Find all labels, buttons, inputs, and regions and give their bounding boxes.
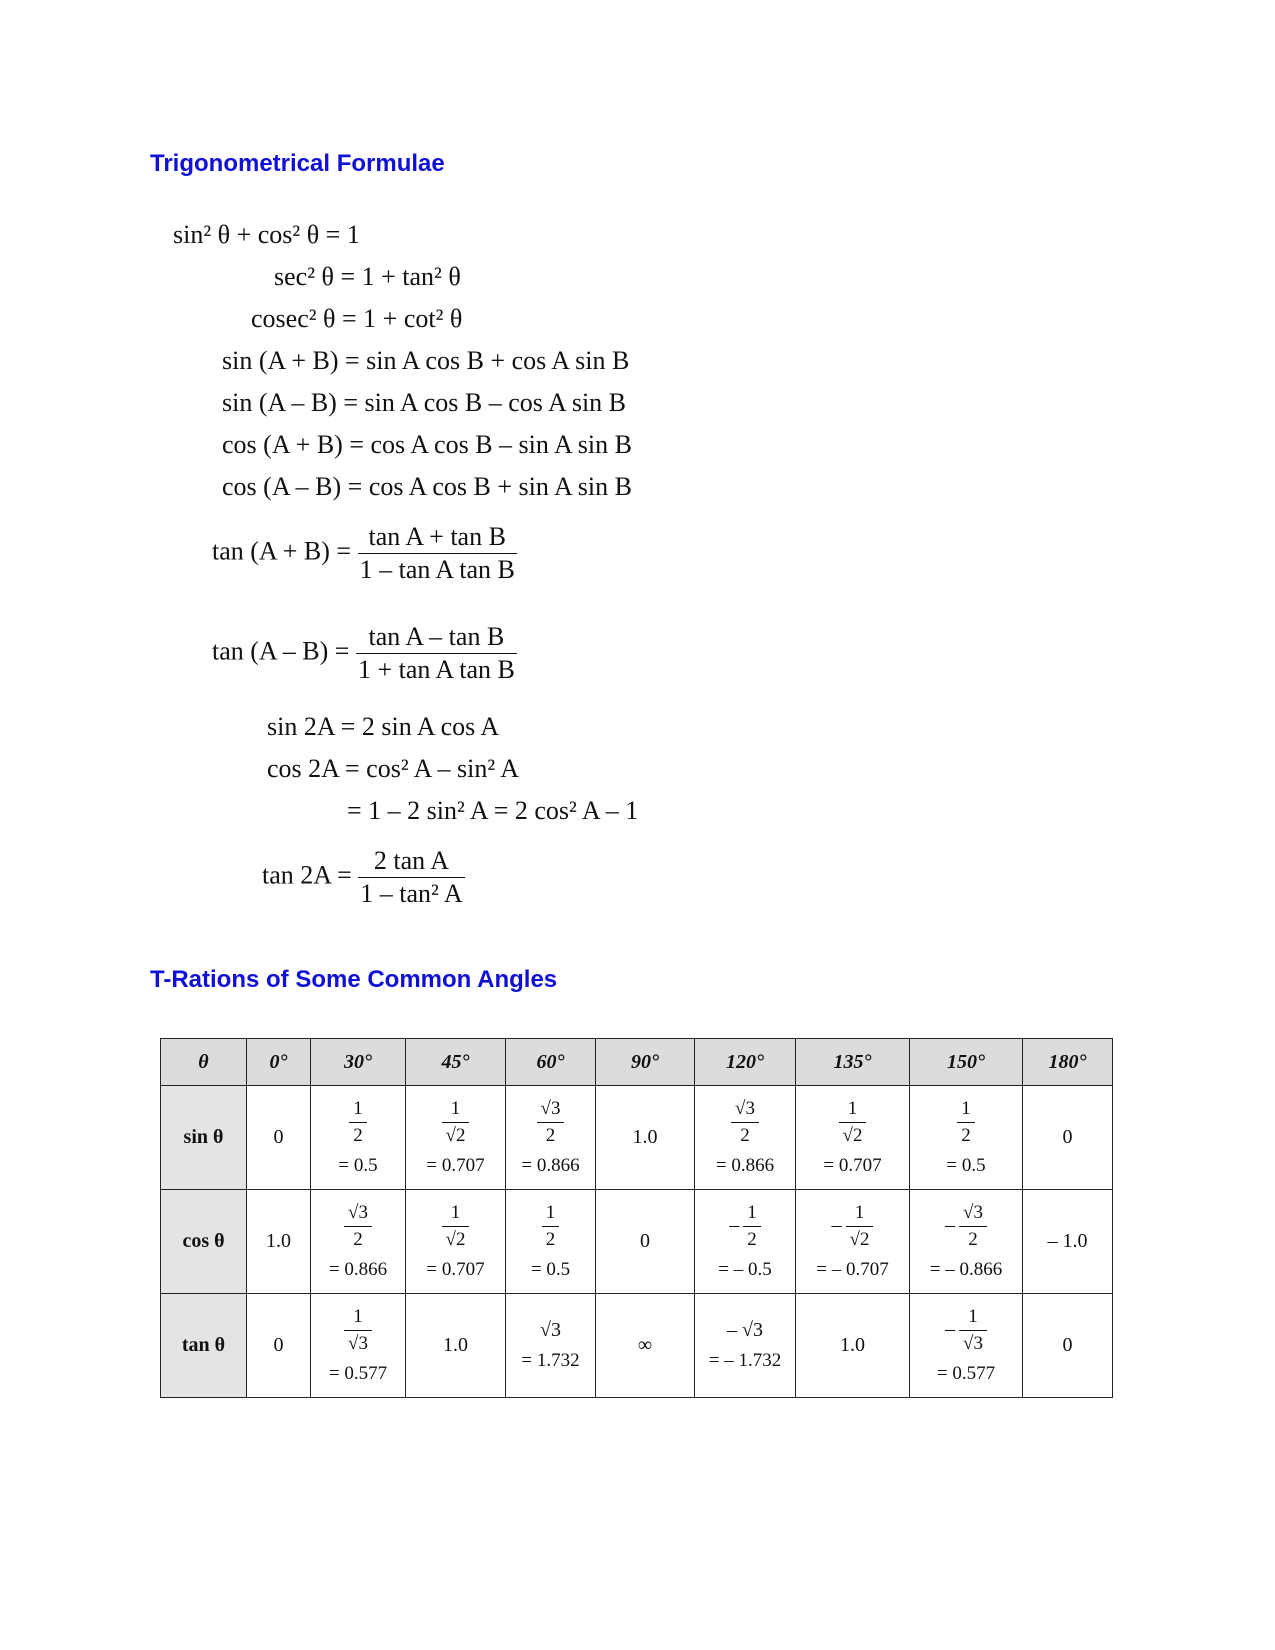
angle-header-cell: 150° (910, 1039, 1023, 1086)
tan-double-angle-lhs: tan 2A = (262, 860, 352, 890)
ratio-fraction (839, 1098, 867, 1147)
ratio-value-cell (506, 1086, 596, 1190)
ratio-value-cell (506, 1294, 596, 1398)
ratio-exact-value: 0 (640, 1230, 650, 1252)
ratio-value (596, 1126, 694, 1149)
tan-difference-denominator: 1 + tan A tan B (357, 655, 515, 684)
ratio-value (247, 1126, 310, 1149)
ratio-label-cell: tan θ (161, 1294, 247, 1398)
ratio-fraction-expression (731, 1098, 759, 1147)
ratio-value-cell (1023, 1294, 1113, 1398)
ratio-value (910, 1098, 1022, 1177)
tan-difference-numerator: tan A – tan B (356, 624, 517, 654)
fraction-numerator: √3 (344, 1202, 372, 1227)
ratio-decimal-value: = 1.732 (521, 1350, 580, 1371)
angle-header-cell: 45° (406, 1039, 506, 1086)
ratio-fraction-expression (442, 1202, 470, 1251)
ratio-value-cell (406, 1086, 506, 1190)
fraction-denominator: √2 (849, 1229, 870, 1250)
ratio-decimal-value: = 0.707 (426, 1259, 485, 1280)
ratio-fraction-expression (945, 1202, 987, 1251)
ratio-row (161, 1294, 1113, 1398)
angle-header-cell: 0° (247, 1039, 311, 1086)
ratio-decimal-value: = 0.866 (715, 1155, 775, 1176)
ratio-value-cell (406, 1294, 506, 1398)
ratio-value (596, 1230, 694, 1253)
fraction-denominator: 2 (968, 1229, 978, 1250)
angle-header-cell: 120° (695, 1039, 796, 1086)
ratio-decimal-value: = 0.577 (328, 1363, 388, 1384)
ratio-value (910, 1306, 1022, 1385)
fraction-numerator: 1 (442, 1202, 470, 1227)
fraction-denominator: √2 (445, 1229, 466, 1250)
fraction-numerator: √3 (959, 1202, 987, 1227)
ratio-fraction-expression (344, 1306, 372, 1355)
ratio-value (1023, 1230, 1112, 1253)
pythagorean-identity: sin² θ + cos² θ = 1 (173, 220, 360, 249)
ratio-fraction (959, 1306, 987, 1355)
ratio-row (161, 1190, 1113, 1294)
ratio-decimal-value: = 0.866 (521, 1155, 580, 1176)
cos-difference-formula: cos (A – B) = cos A cos B + sin A sin B (222, 472, 632, 501)
fraction-denominator: 2 (961, 1125, 971, 1146)
ratio-value-cell (796, 1294, 910, 1398)
ratio-value (596, 1334, 694, 1357)
ratio-row (161, 1086, 1113, 1190)
theta-header-cell: θ (161, 1039, 247, 1086)
angle-header-cell: 180° (1023, 1039, 1113, 1086)
tan-double-angle-formula (262, 848, 465, 907)
fraction-numerator: 1 (344, 1306, 372, 1331)
fraction-numerator: 1 (349, 1098, 367, 1123)
fraction-numerator: √3 (731, 1098, 759, 1123)
ratio-decimal-value: = 0.866 (328, 1259, 388, 1280)
cos-double-angle-formula: cos 2A = cos² A – sin² A (267, 754, 520, 783)
ratio-decimal-value: = 0.577 (936, 1363, 996, 1384)
tan-double-angle-denominator: 1 – tan² A (360, 879, 463, 908)
ratio-fraction (743, 1202, 761, 1251)
tan-double-angle-numerator: 2 tan A (358, 848, 464, 878)
angle-header-cell: 30° (311, 1039, 406, 1086)
ratio-fraction (442, 1098, 470, 1147)
ratio-value-cell (596, 1086, 695, 1190)
ratio-decimal-value: = 0.707 (823, 1155, 882, 1176)
ratio-value-cell (247, 1086, 311, 1190)
fraction-denominator: 2 (353, 1125, 363, 1146)
fraction-numerator: √3 (537, 1098, 565, 1123)
sin-double-angle-formula: sin 2A = 2 sin A cos A (267, 712, 500, 741)
ratio-label-cell: sin θ (161, 1086, 247, 1190)
fraction-denominator: 2 (740, 1125, 750, 1146)
ratio-value (796, 1334, 909, 1357)
ratio-value-cell (311, 1190, 406, 1294)
sin-sum-formula: sin (A + B) = sin A cos B + cos A sin B (222, 346, 630, 375)
ratio-exact-value: 0 (273, 1126, 284, 1148)
fraction-numerator: 1 (442, 1098, 470, 1123)
ratio-value-cell (247, 1190, 311, 1294)
ratio-exact-value: – 1.0 (1047, 1230, 1088, 1252)
ratio-value (406, 1098, 505, 1177)
tan-difference-lhs: tan (A – B) = (212, 636, 350, 666)
fraction-numerator: 1 (542, 1202, 560, 1227)
ratio-value-cell (796, 1086, 910, 1190)
ratio-value-cell (311, 1086, 406, 1190)
ratio-exact-value: 1.0 (840, 1334, 865, 1356)
ratio-value-cell (406, 1190, 506, 1294)
fraction-numerator: 1 (957, 1098, 975, 1123)
ratio-fraction (959, 1202, 987, 1251)
fraction-denominator: 2 (545, 1229, 556, 1250)
tan-sum-fraction (358, 524, 517, 583)
ratio-decimal-value: = 0.5 (946, 1155, 986, 1176)
fraction-denominator: √3 (963, 1333, 983, 1354)
ratio-decimal-value: = – 0.866 (929, 1259, 1003, 1280)
fraction-denominator: √2 (842, 1125, 863, 1146)
minus-sign: – (945, 1214, 956, 1237)
ratio-value (506, 1098, 595, 1177)
ratio-fraction-expression (839, 1098, 867, 1147)
ratio-value (695, 1098, 795, 1177)
ratio-value (1023, 1334, 1112, 1357)
fraction-numerator: 1 (839, 1098, 867, 1123)
cos-double-angle-alternate: = 1 – 2 sin² A = 2 cos² A – 1 (347, 796, 639, 825)
tan-double-angle-fraction (358, 848, 464, 907)
angle-header-row (161, 1039, 1113, 1086)
ratio-value-cell (1023, 1190, 1113, 1294)
cos-sum-formula: cos (A + B) = cos A cos B – sin A sin B (222, 430, 632, 459)
ratio-fraction-expression (945, 1306, 987, 1355)
ratio-value-cell (910, 1294, 1023, 1398)
ratio-value (506, 1319, 595, 1372)
ratio-exact-value: √3 (540, 1319, 561, 1341)
fraction-denominator: 2 (545, 1125, 556, 1146)
sin-difference-formula: sin (A – B) = sin A cos B – cos A sin B (222, 388, 627, 417)
ratio-value (506, 1202, 595, 1281)
ratio-value-cell (695, 1294, 796, 1398)
ratio-exact-value: 0 (1062, 1334, 1073, 1356)
ratio-value (247, 1230, 310, 1253)
ratio-fraction-expression (729, 1202, 761, 1251)
fraction-numerator: 1 (846, 1202, 874, 1227)
ratio-value (796, 1098, 909, 1177)
ratio-fraction (344, 1202, 372, 1251)
ratio-value-cell (247, 1294, 311, 1398)
trig-ratios-table (160, 1038, 1113, 1398)
ratio-value (796, 1202, 909, 1281)
angle-header-cell: 90° (596, 1039, 695, 1086)
ratio-fraction (731, 1098, 759, 1147)
ratio-fraction-expression (832, 1202, 874, 1251)
ratio-label-cell: cos θ (161, 1190, 247, 1294)
fraction-numerator: 1 (959, 1306, 987, 1331)
ratio-decimal-value: = 0.5 (338, 1155, 378, 1176)
ratio-fraction-expression (537, 1098, 565, 1147)
fraction-denominator: 2 (747, 1229, 757, 1250)
ratio-fraction (542, 1202, 560, 1251)
fraction-denominator: 2 (353, 1229, 363, 1250)
ratio-value (247, 1334, 310, 1357)
ratio-decimal-value: = – 1.732 (708, 1350, 782, 1371)
tan-difference-formula (212, 624, 517, 683)
ratio-value (311, 1098, 405, 1177)
ratio-value (311, 1202, 405, 1281)
ratio-fraction-expression (542, 1202, 560, 1251)
ratio-decimal-value: = – 0.5 (718, 1259, 772, 1280)
minus-sign: – (729, 1214, 740, 1237)
ratio-exact-value: 1.0 (443, 1334, 468, 1356)
cosecant-identity: cosec² θ = 1 + cot² θ (251, 304, 463, 333)
ratio-fraction-expression (349, 1098, 367, 1147)
ratio-exact-value: 1.0 (266, 1230, 291, 1252)
ratio-exact-value: ∞ (637, 1334, 653, 1356)
formulae-heading: Trigonometrical Formulae (150, 150, 445, 177)
tan-sum-formula (212, 524, 517, 583)
tan-sum-denominator: 1 – tan A tan B (359, 555, 515, 584)
ratio-decimal-value: = 0.707 (426, 1155, 485, 1176)
ratio-value-cell (596, 1190, 695, 1294)
ratio-value-cell (695, 1086, 796, 1190)
ratio-exact-value: – √3 (727, 1319, 763, 1341)
ratio-fraction (344, 1306, 372, 1355)
ratio-value (695, 1202, 795, 1281)
ratio-fraction (537, 1098, 565, 1147)
tan-difference-fraction (356, 624, 517, 683)
ratio-value-cell (506, 1190, 596, 1294)
ratio-value-cell (311, 1294, 406, 1398)
ratio-rows (161, 1086, 1113, 1398)
ratio-fraction (349, 1098, 367, 1147)
ratio-exact-value: 1.0 (632, 1126, 658, 1148)
ratio-value (311, 1306, 405, 1385)
ratio-value (910, 1202, 1022, 1281)
ratio-fraction (846, 1202, 874, 1251)
fraction-denominator: √3 (348, 1333, 368, 1354)
ratio-fraction-expression (442, 1098, 470, 1147)
ratio-fraction-expression (344, 1202, 372, 1251)
ratio-value-cell (910, 1190, 1023, 1294)
ratio-value-cell (596, 1294, 695, 1398)
ratio-exact-value: 0 (1062, 1126, 1073, 1148)
ratio-value-cell (695, 1190, 796, 1294)
angle-header-cell: 135° (796, 1039, 910, 1086)
ratio-value-cell (1023, 1086, 1113, 1190)
ratio-value (406, 1202, 505, 1281)
ratio-value-cell (910, 1086, 1023, 1190)
ratio-fraction (442, 1202, 470, 1251)
ratio-value-cell (796, 1190, 910, 1294)
ratio-fraction (957, 1098, 975, 1147)
ratio-exact-value: 0 (273, 1334, 284, 1356)
ratio-value (1023, 1126, 1112, 1149)
ratio-decimal-value: = 0.5 (530, 1259, 571, 1280)
ratio-fraction-expression (957, 1098, 975, 1147)
tan-sum-lhs: tan (A + B) = (212, 536, 352, 566)
fraction-numerator: 1 (743, 1202, 761, 1227)
fraction-denominator: √2 (445, 1125, 466, 1146)
tan-sum-numerator: tan A + tan B (358, 524, 517, 554)
minus-sign: – (945, 1318, 956, 1341)
angle-header-cell: 60° (506, 1039, 596, 1086)
secant-identity: sec² θ = 1 + tan² θ (274, 262, 461, 291)
minus-sign: – (831, 1214, 842, 1237)
ratio-value (695, 1319, 795, 1372)
formula-list (0, 0, 700, 920)
ratio-value (406, 1334, 505, 1357)
ratio-decimal-value: = – 0.707 (816, 1259, 889, 1280)
ratios-heading: T-Rations of Some Common Angles (150, 966, 558, 993)
